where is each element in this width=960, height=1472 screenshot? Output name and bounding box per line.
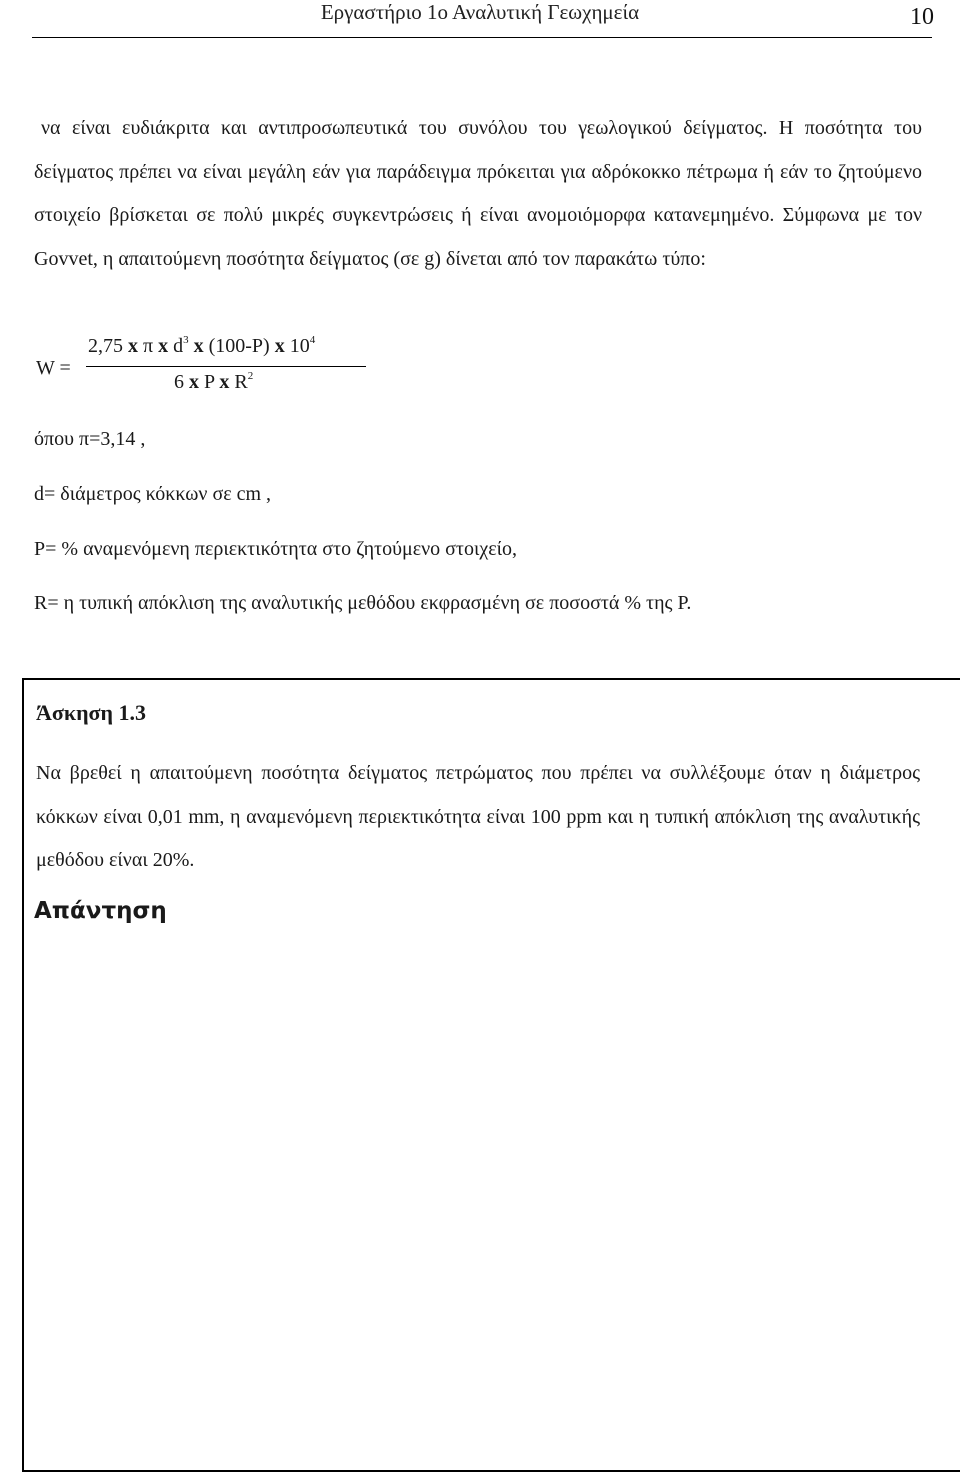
header-divider (32, 37, 932, 38)
definition-r: R= η τυπική απόκλιση της αναλυτικής μεθόδου εκφρασμένη σε ποσοστά % της P. (34, 592, 692, 614)
formula-denominator: 6 x P x $R^2$ (174, 370, 254, 393)
formula-lhs: W = (36, 357, 71, 379)
formula-numerator: 2,75 x π x $d^3$ x (100-P) x $10^4$ (88, 334, 316, 357)
answer-label: Απάντηση (34, 898, 167, 924)
fraction-bar (86, 366, 366, 367)
header-title: Εργαστήριο 1ο Αναλυτική Γεωχημεία (320, 0, 640, 24)
definition-d: d= διάμετρος κόκκων σε cm , (34, 483, 272, 505)
intro-paragraph: να είναι ευδιάκριτα και αντιπροσωπευτικά του συνόλου του γεωλογικού δείγματος. Η ποσότητα του δείγματος πρέπει να είναι μεγάλη εάν για παράδειγμα πρόκειται για αδρόκοκκο πέτρωμα ή εάν το ζητούμενο στοιχείο βρίσκεται σε πολύ μικρές συγκεντρώσεις ή είναι ανομοιόμορφα κατανεμημένο. Σύμφωνα με τον Govvet, η απαιτούμενη ποσότητα δείγματος (σε g) δίνεται από τον παρακάτω τύπο: (34, 117, 922, 270)
definition-pi: όπου π=3,14 , (34, 428, 146, 450)
exercise-title: Άσκηση 1.3 (36, 700, 147, 725)
formula (36, 334, 396, 404)
page-number: 10 (910, 4, 934, 30)
exercise-text: Να βρεθεί η απαιτούμενη ποσότητα δείγματος πετρώματος που πρέπει να συλλέξουμε όταν η διάμετρος κόκκων είναι 0,01 mm, η αναμενόμενη περιεκτικότητα είναι 100 ppm και η τυπική απόκλιση της αναλυτικής μεθόδου είναι 20%. (36, 762, 920, 871)
definition-p: P= % αναμενόμενη περιεκτικότητα στο ζητούμενο στοιχείο, (34, 538, 517, 560)
